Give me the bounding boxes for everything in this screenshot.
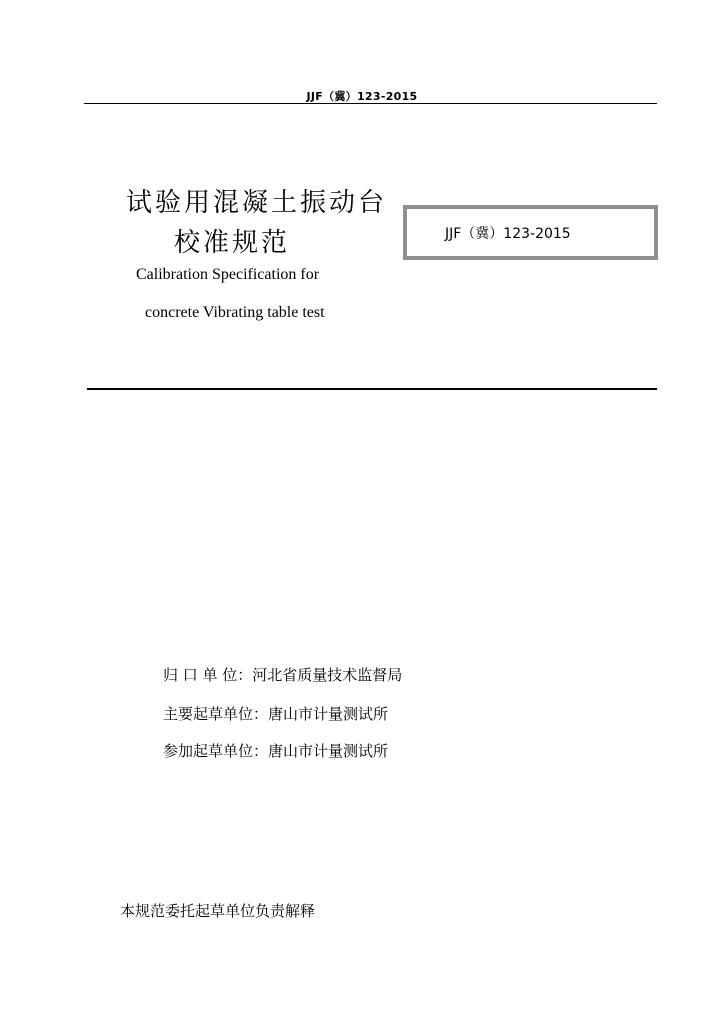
interpretation-note: 本规范委托起草单位负责解释 [120, 902, 316, 920]
title-divider [87, 388, 657, 390]
standard-code-box [403, 205, 658, 260]
header-standard-code: JJF（冀）123-2015 [306, 90, 418, 103]
title-chinese-line2: 校准规范 [174, 228, 291, 258]
main-drafting-unit-line: 主要起草单位：唐山市计量测试所 [163, 705, 389, 723]
participating-drafting-unit-line: 参加起草单位：唐山市计量测试所 [163, 742, 389, 760]
title-english-line2: concrete Vibrating table test [145, 304, 325, 321]
header-divider [84, 103, 657, 104]
responsible-unit-line: 归 口 单 位：河北省质量技术监督局 [163, 666, 403, 684]
title-chinese-line1: 试验用混凝土振动台 [126, 188, 388, 218]
standard-code-box-text: JJF（冀）123-2015 [445, 226, 571, 242]
title-english-line1: Calibration Specification for [136, 266, 320, 283]
